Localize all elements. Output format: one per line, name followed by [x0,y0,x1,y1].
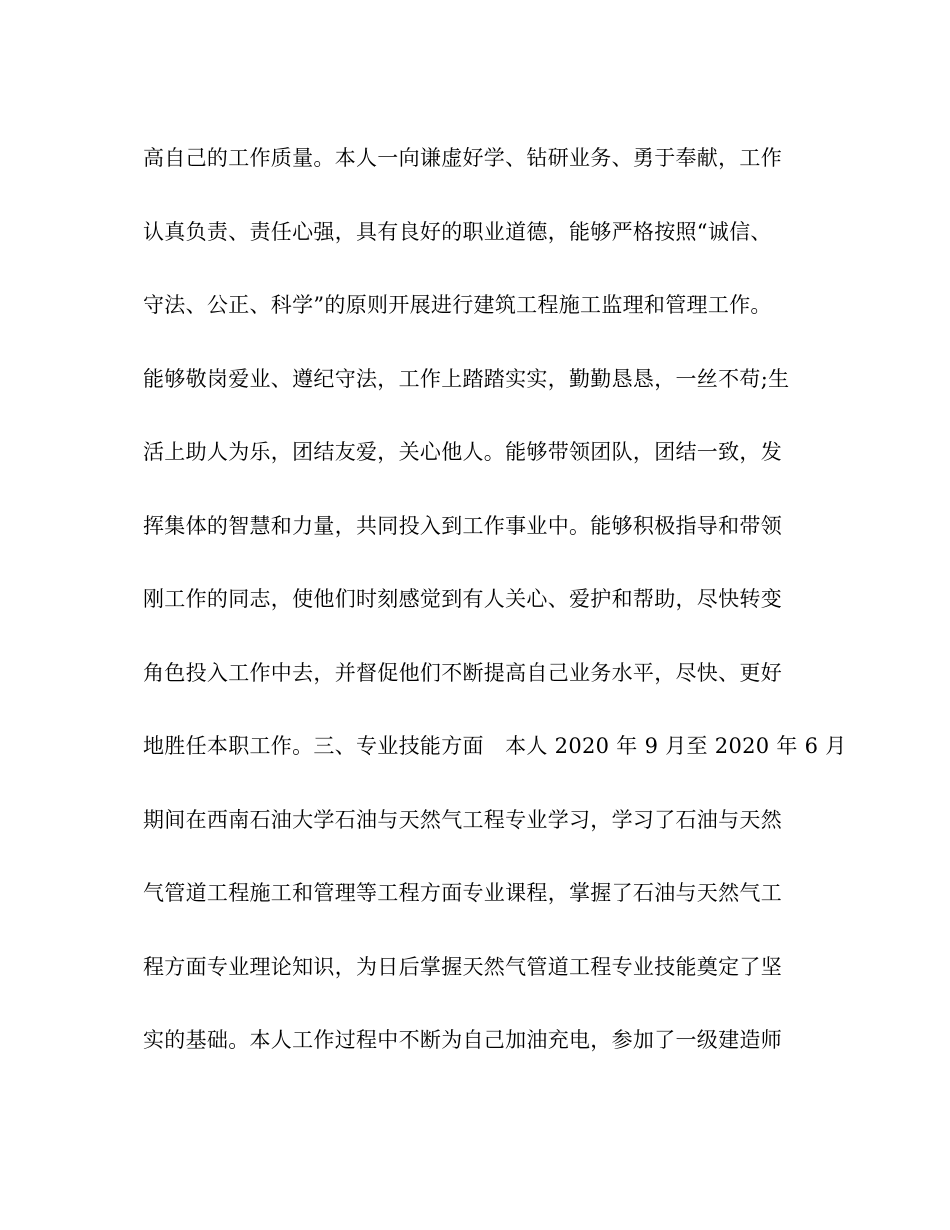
text-line: 气管道工程施工和管理等工程方面专业课程，掌握了石油与天然气工 [143,881,782,905]
text-line: 能够敬岗爱业、遵纪守法，工作上踏踏实实，勤勤恳恳，一丝不苟;生 [143,366,790,391]
text-line: 刚工作的同志，使他们时刻感觉到有人关心、爱护和帮助，尽快转变 [143,587,782,611]
text-line: 守法、公正、科学”的原则开展进行建筑工程施工监理和管理工作。 [143,293,772,317]
text-line: 挥集体的智慧和力量，共同投入到工作事业中。能够积极指导和带领 [143,513,782,538]
text-line: 角色投入工作中去，并督促他们不断提高自己业务水平，尽快、更好 [143,660,782,685]
text-line: 程方面专业理论知识，为日后掌握天然气管道工程专业技能奠定了坚 [143,954,782,979]
text-line: 认真负责、责任心强，具有良好的职业道德，能够严格按照“诚信、 [143,219,772,244]
text-line: 实的基础。本人工作过程中不断为自己加油充电，参加了一级建造师 [143,1028,782,1052]
text-line: 期间在西南石油大学石油与天然气工程专业学习，学习了石油与天然 [143,807,782,832]
body-text [143,138,847,1094]
text-line: 高自己的工作质量。本人一向谦虚好学、钻研业务、勇于奉献，工作 [143,146,782,170]
text-line: 地胜任本职工作。三、专业技能方面 本人 2020 年 9 月至 2020 年 6 月 [143,734,847,758]
text-line: 活上助人为乐，团结友爱，关心他人。能够带领团队，团结一致，发 [143,440,782,464]
